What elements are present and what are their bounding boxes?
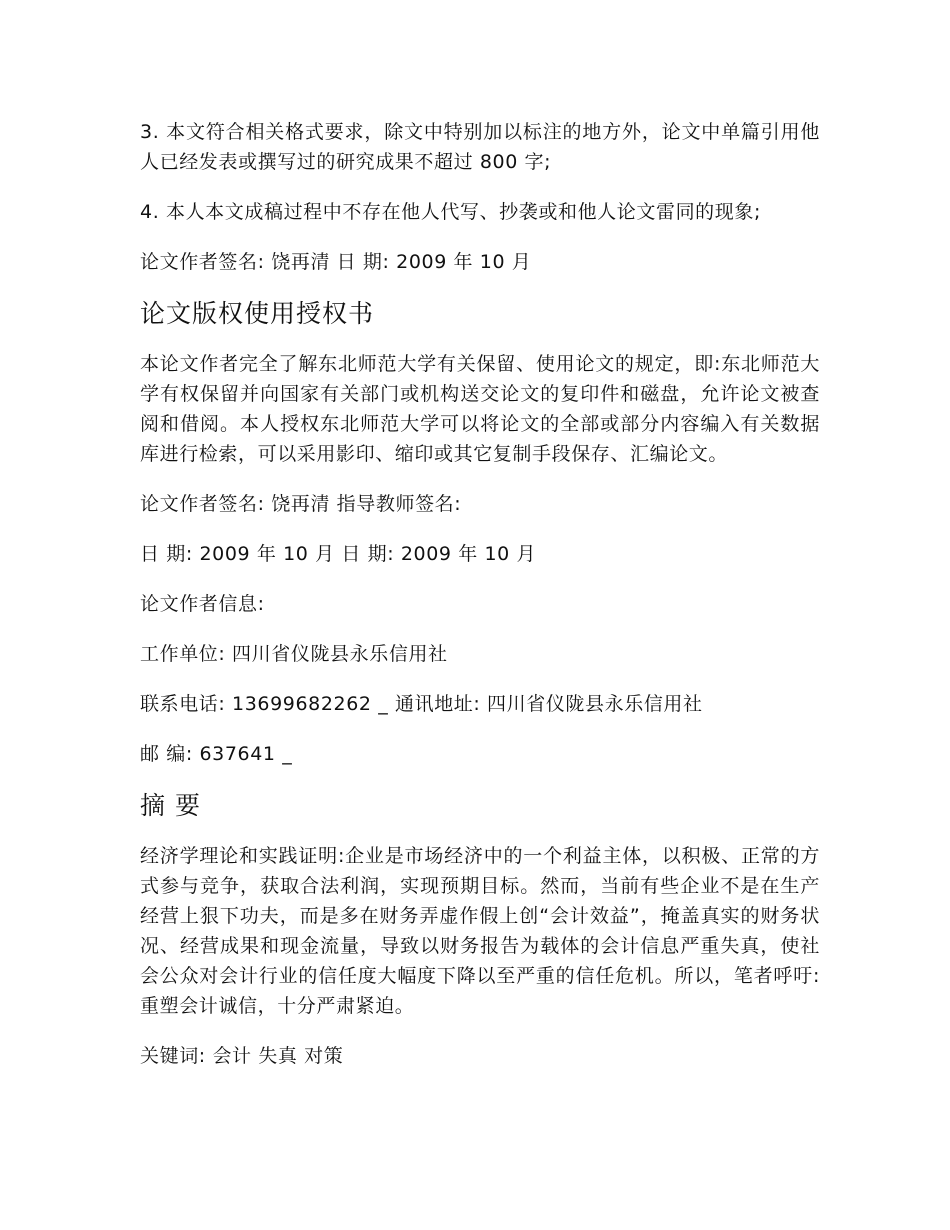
copyright-title: 论文版权使用授权书 — [140, 299, 375, 328]
abstract-keywords: 关键词: 会计 失真 对策 — [140, 1045, 344, 1067]
author-contact: 联系电话: 13699682262 _ 通讯地址: 四川省仪陇县永乐信用社 — [140, 693, 703, 715]
author-info-title: 论文作者信息: — [140, 593, 265, 615]
abstract-title: 摘 要 — [140, 791, 201, 820]
declaration-signature-line: 论文作者签名: 饶再清 日 期: 2009 年 10 月 — [140, 251, 532, 273]
author-work-unit: 工作单位: 四川省仪陇县永乐信用社 — [140, 643, 448, 665]
copyright-signature-line: 论文作者签名: 饶再清 指导教师签名: — [140, 493, 462, 515]
copyright-body: 本论文作者完全了解东北师范大学有关保留、使用论文的规定，即:东北师范大学有权保留并向国家有关部门或机构送交论文的复印件和磁盘，允许论文被查阅和借阅。本人授权东北师范大学可以将论文的全部或部分内容编入有关数据库进行检索，可以采用影印、缩印或其它复制手段保存、汇编论文。 — [140, 353, 820, 465]
copyright-date-line: 日 期: 2009 年 10 月 日 期: 2009 年 10 月 — [140, 543, 537, 565]
declaration-item-4: 4. 本人本文成稿过程中不存在他人代写、抄袭或和他人论文雷同的现象; — [140, 201, 761, 223]
abstract-body: 经济学理论和实践证明:企业是市场经济中的一个利益主体，以积极、正常的方式参与竞争，获取合法利润，实现预期目标。然而，当前有些企业不是在生产经营上狠下功夫，而是多在财务弄虚作假上创“会计效益”，掩盖真实的财务状况、经营成果和现金流量，导致以财务报告为载体的会计信息严重失真，使社会公众对会计行业的信任度大幅度下降以至严重的信任危机。所以，笔者呼吁:重塑会计诚信，十分严肃紧迫。 — [140, 845, 820, 1017]
document-page — [140, 117, 820, 1091]
declaration-item-3: 3. 本文符合相关格式要求，除文中特别加以标注的地方外，论文中单篇引用他人已经发表或撰写过的研究成果不超过 800 字; — [140, 121, 820, 173]
author-postcode: 邮 编: 637641 _ — [140, 743, 293, 765]
